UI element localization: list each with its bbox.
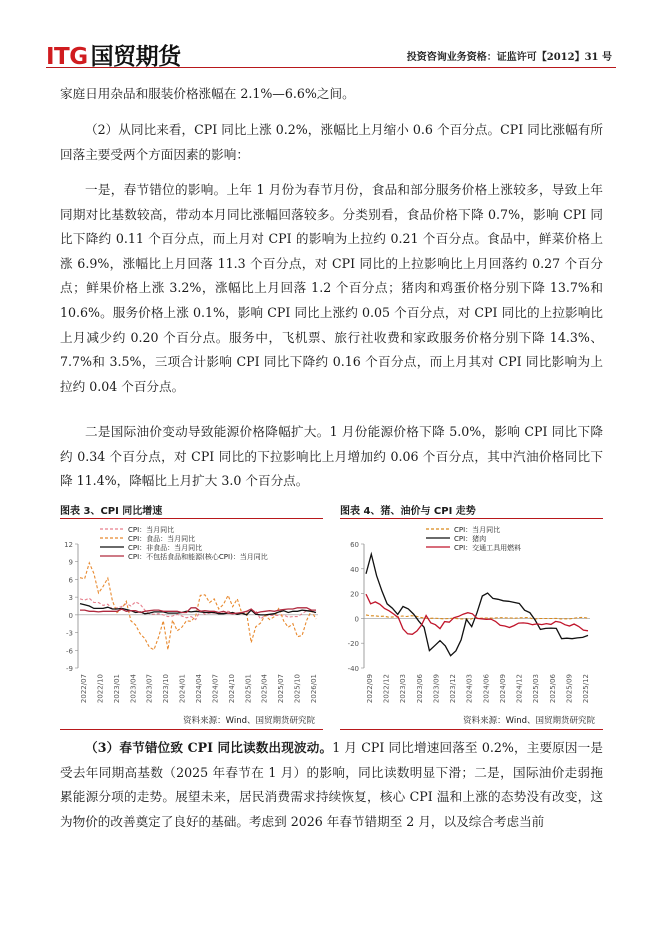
paragraph-5-lead: （3）春节错位致 CPI 同比读数出现波动。 [85, 740, 333, 755]
x-tick-label: 2024/12 [515, 674, 524, 704]
legend-label-3: CPI：交通工具用燃料 [454, 544, 522, 552]
x-tick-label: 2025/09 [565, 674, 574, 704]
series-line-2 [80, 563, 316, 650]
x-tick-label: 2025/12 [582, 674, 590, 704]
x-tick-label: 2023/07 [145, 674, 154, 704]
figure-3-bottom-rule [60, 729, 323, 730]
legend-label-1: CPI：当月同比 [128, 526, 175, 534]
y-tick-label: 40 [350, 565, 359, 574]
x-tick-label: 2023/04 [129, 674, 138, 704]
y-tick-label: 0 [68, 611, 73, 620]
x-tick-label: 2024/06 [482, 674, 491, 704]
y-tick-label: -9 [66, 665, 73, 673]
figure-3-top-rule [60, 518, 323, 519]
figure-3 [60, 502, 323, 730]
y-tick-label: 20 [350, 590, 359, 599]
x-tick-label: 2026/01 [310, 674, 318, 704]
series-line-2 [366, 554, 588, 656]
figure-4 [340, 502, 603, 730]
x-tick-label: 2023/12 [449, 674, 458, 704]
paragraph-3: 一是，春节错位的影响。上年 1 月份为春节月份，食品和部分服务价格上涨较多，导致上年同期对比基数较高，带动本月同比涨幅回落较多。分类别看，食品价格下降 0.7%，影响 CPI 同比下降约 0.11 个百分点，而上月对 CPI 的影响为上拉约 0.21 个百分点。食品中，鲜菜价格上涨 6.9%，涨幅比上月回落 11.3 个百分点，对 CPI 同比的上拉影响比上月回落约 0.27 个百分点；鲜果价格上涨 3.2%，涨幅比上月回落 1.2 个百分点；猪肉和鸡蛋价格分别下降 13.7%和 10.6%。服务价格上涨 0.1%，影响 CPI 同比上涨约 0.05 个百分点，对 CPI 同比的上拉影响比上月减少约 0.20 个百分点。服务中，飞机票、旅行社收费和家政服务价格分别下降 14.3%、7.7%和 3.5%，三项合计影响 CPI 同比下降约 0.16 个百分点，而上月其对 CPI 同比影响为上拉约 0.04 个百分点。 [60, 182, 603, 394]
page-header [0, 0, 662, 74]
x-tick-label: 2025/01 [244, 674, 253, 704]
x-tick-label: 2023/01 [112, 674, 121, 704]
header-divider [46, 67, 616, 68]
legend-label-2: CPI：食品：当月同比 [128, 535, 196, 543]
y-tick-label: -40 [347, 665, 359, 673]
y-tick-label: 9 [68, 558, 73, 567]
x-tick-label: 2023/09 [432, 674, 441, 704]
legend-label-3: CPI：非食品：当月同比 [128, 544, 203, 552]
x-tick-label: 2025/07 [277, 674, 286, 704]
figure-4-title: 图表 4、猪、油价与 CPI 走势 [340, 506, 476, 517]
x-tick-label: 2024/07 [211, 674, 220, 704]
y-tick-label: -6 [66, 647, 73, 656]
y-tick-label: 6 [68, 576, 73, 585]
paragraph-5-text: 1 月 CPI 同比增速回落至 0.2%，主要原因一是受去年同期高基数（2025 年春节在 1 月）的影响，同比读数明显下滑；二是，国际油价走弱拖累能源分项的走势。展望未来，居民消费需求持续恢复，核心 CPI 温和上涨的态势没有改变，这为物价的改善奠定了良好的基础。考虑到 2026 年春节错期至 2 月，以及综合考虑当前 [60, 740, 603, 829]
x-tick-label: 2024/09 [498, 674, 507, 704]
x-tick-label: 2023/06 [415, 674, 424, 704]
x-tick-label: 2022/07 [80, 674, 88, 704]
x-tick-label: 2025/10 [293, 674, 302, 704]
x-tick-label: 2024/01 [178, 674, 187, 704]
paragraph-5 [60, 736, 603, 834]
figure-4-source: 资料来源：Wind、国贸期货研究院 [463, 716, 595, 726]
x-tick-label: 2025/04 [260, 674, 269, 704]
figure-4-bottom-rule [340, 729, 603, 730]
x-tick-label: 2024/03 [465, 674, 474, 704]
license-number: 投资咨询业务资格：证监许可【2012】31 号 [406, 52, 612, 63]
y-tick-label: -20 [347, 640, 359, 649]
y-tick-label: 60 [350, 541, 359, 549]
logo-latin: ITG [46, 44, 88, 70]
y-tick-label: 3 [68, 594, 73, 603]
figure-3-title: 图表 3、CPI 同比增速 [60, 506, 163, 517]
figure-4-top-rule [340, 518, 603, 519]
x-tick-label: 2022/10 [96, 674, 105, 704]
legend-label-1: CPI：当月同比 [454, 526, 501, 534]
legend-label-4: CPI：不包括食品和能源(核心CPI)：当月同比 [128, 553, 268, 561]
figure-3-source: 资料来源：Wind、国贸期货研究院 [183, 716, 315, 726]
figure-3-chart [60, 520, 323, 714]
paragraph-2: （2）从同比来看，CPI 同比上涨 0.2%，涨幅比上月缩小 0.6 个百分点。CPI 同比涨幅有所回落主要受两个方面因素的影响： [60, 122, 603, 162]
x-tick-label: 2022/09 [366, 674, 374, 704]
y-tick-label: 0 [354, 615, 359, 624]
x-tick-label: 2023/10 [162, 674, 171, 704]
x-tick-label: 2025/03 [532, 674, 541, 704]
y-tick-label: 12 [64, 541, 73, 549]
x-tick-label: 2022/12 [382, 674, 391, 704]
figure-4-chart [340, 520, 603, 714]
logo-chinese: 国贸期货 [90, 44, 181, 70]
y-tick-label: -3 [66, 629, 73, 638]
x-tick-label: 2024/04 [195, 674, 203, 704]
paragraph-4: 二是国际油价变动导致能源价格降幅扩大。1 月份能源价格下降 5.0%，影响 CPI 同比下降约 0.34 个百分点，对 CPI 同比的下拉影响比上月增加约 0.06 个百分点，其中汽油价格同比下降 11.4%，降幅比上月扩大 3.0 个百分点。 [60, 424, 603, 489]
legend-label-2: CPI：猪肉 [454, 535, 487, 543]
x-tick-label: 2024/10 [227, 674, 236, 704]
x-tick-label: 2023/03 [399, 674, 408, 704]
paragraph-1: 家庭日用杂品和服装价格涨幅在 2.1%—6.6%之间。 [60, 86, 355, 101]
x-tick-label: 2025/06 [548, 674, 557, 704]
